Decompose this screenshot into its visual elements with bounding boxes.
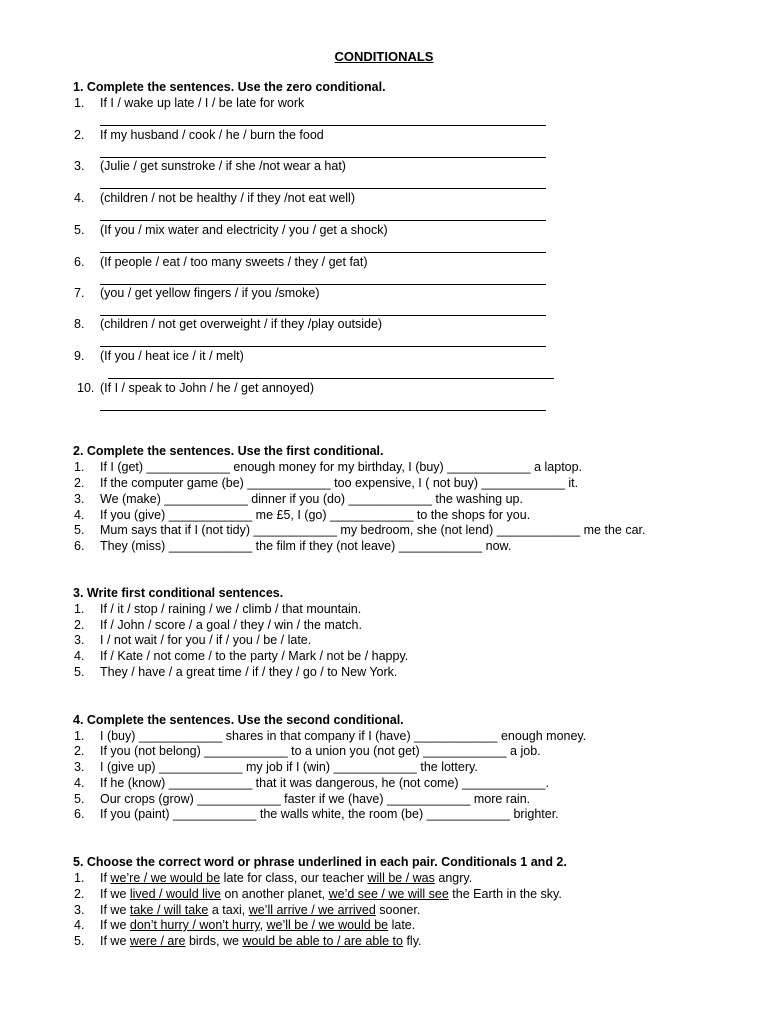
item-number: 1. bbox=[74, 871, 85, 885]
item-text: If / Kate / not come / to the party / Mark / not be / happy. bbox=[100, 649, 409, 663]
choice-pair-2: we’ll be / we would be bbox=[266, 918, 389, 932]
item-number: 3. bbox=[74, 633, 85, 647]
item-number: 5. bbox=[74, 792, 85, 806]
item-text: (Julie / get sunstroke / if she /not wear a hat) bbox=[100, 159, 346, 173]
item-text: If we bbox=[100, 918, 130, 932]
section-3-heading: 3. Write first conditional sentences. bbox=[73, 586, 284, 600]
s4-item-2 bbox=[74, 744, 541, 759]
item-number: 5. bbox=[74, 523, 85, 537]
s5-item-3 bbox=[74, 903, 420, 918]
item-text: (children / not be healthy / if they /not eat well) bbox=[100, 191, 355, 205]
section-4-heading: 4. Complete the sentences. Use the second conditional. bbox=[73, 713, 404, 727]
item-text: fly. bbox=[402, 934, 422, 948]
s1-answer-line-8 bbox=[100, 346, 546, 347]
s1-answer-line-5 bbox=[100, 252, 546, 253]
page-title: CONDITIONALS bbox=[334, 49, 434, 64]
item-number: 2. bbox=[74, 618, 85, 632]
item-text: If my husband / cook / he / burn the food bbox=[100, 128, 324, 142]
s1-answer-line-10 bbox=[100, 410, 546, 411]
item-text: angry. bbox=[434, 871, 473, 885]
item-number: 8. bbox=[74, 317, 85, 331]
item-text: the Earth in the sky. bbox=[448, 887, 562, 901]
section-5-heading: 5. Choose the correct word or phrase underlined in each pair. Conditionals 1 and 2. bbox=[73, 855, 567, 869]
item-number: 4. bbox=[74, 776, 85, 790]
item-text: late. bbox=[388, 918, 416, 932]
s1-item-10 bbox=[77, 381, 314, 396]
item-text: If / it / stop / raining / we / climb / that mountain. bbox=[100, 602, 362, 616]
s3-item-3 bbox=[74, 633, 311, 648]
item-number: 1. bbox=[74, 96, 85, 110]
item-number: 1. bbox=[74, 729, 85, 743]
item-text: late for class, our teacher bbox=[220, 871, 368, 885]
item-text: If he (know) ____________ that it was dangerous, he (not come) ____________. bbox=[100, 776, 549, 790]
item-text: If you (give) ____________ me £5, I (go) ____________ to the shops for you. bbox=[100, 508, 531, 522]
item-text: I / not wait / for you / if / you / be / late. bbox=[100, 633, 312, 647]
item-number: 3. bbox=[74, 903, 85, 917]
item-text: (If I / speak to John / he / get annoyed) bbox=[100, 381, 315, 395]
choice-pair-1: lived / would live bbox=[129, 887, 221, 901]
item-number: 7. bbox=[74, 286, 85, 300]
s1-item-8 bbox=[74, 317, 382, 332]
choice-pair-2: would be able to / are able to bbox=[242, 934, 403, 948]
s3-item-2 bbox=[74, 618, 362, 633]
item-text: (If people / eat / too many sweets / they / get fat) bbox=[100, 255, 368, 269]
choice-pair-1: don’t hurry / won’t hurry bbox=[129, 918, 260, 932]
item-text: (children / not get overweight / if they /play outside) bbox=[100, 317, 383, 331]
item-number: 5. bbox=[74, 665, 85, 679]
item-text: sooner. bbox=[375, 903, 421, 917]
item-number: 9. bbox=[74, 349, 85, 363]
s1-item-5 bbox=[74, 223, 388, 238]
item-number: 6. bbox=[74, 539, 85, 553]
item-text: If the computer game (be) ____________ too expensive, I ( not buy) ____________ it. bbox=[100, 476, 579, 490]
item-text: Mum says that if I (not tidy) ____________ my bedroom, she (not lend) ____________ me the car. bbox=[100, 523, 646, 537]
item-number: 2. bbox=[74, 887, 85, 901]
choice-pair-2: we’d see / we will see bbox=[328, 887, 449, 901]
s1-answer-line-6 bbox=[100, 284, 546, 285]
choice-pair-2: will be / was bbox=[367, 871, 435, 885]
section-1-heading: 1. Complete the sentences. Use the zero conditional. bbox=[73, 80, 386, 94]
s2-item-4 bbox=[74, 508, 530, 523]
s4-item-6 bbox=[74, 807, 559, 822]
item-number: 2. bbox=[74, 744, 85, 758]
s2-item-1 bbox=[74, 460, 582, 475]
item-number: 5. bbox=[74, 934, 85, 948]
s4-item-4 bbox=[74, 776, 549, 791]
item-number: 1. bbox=[74, 460, 85, 474]
item-number: 5. bbox=[74, 223, 85, 237]
s5-item-5 bbox=[74, 934, 422, 949]
s2-item-6 bbox=[74, 539, 511, 554]
item-text: They (miss) ____________ the film if they (not leave) ____________ now. bbox=[100, 539, 512, 553]
item-text: , bbox=[259, 918, 267, 932]
item-text: I (buy) ____________ shares in that company if I (have) ____________ enough money. bbox=[100, 729, 587, 743]
s1-answer-line-2 bbox=[100, 157, 546, 158]
item-text: If we bbox=[100, 887, 130, 901]
choice-pair-1: take / will take bbox=[129, 903, 209, 917]
s1-item-2 bbox=[74, 128, 324, 143]
s3-item-1 bbox=[74, 602, 361, 617]
item-number: 4. bbox=[74, 191, 85, 205]
item-text: If you (not belong) ____________ to a union you (not get) ____________ a job. bbox=[100, 744, 541, 758]
item-text: We (make) ____________ dinner if you (do) ____________ the washing up. bbox=[100, 492, 523, 506]
item-text: birds, we bbox=[185, 934, 243, 948]
s2-item-2 bbox=[74, 476, 578, 491]
item-number: 6. bbox=[74, 807, 85, 821]
s1-answer-line-4 bbox=[100, 220, 546, 221]
item-number: 6. bbox=[74, 255, 85, 269]
item-text: a taxi, bbox=[208, 903, 249, 917]
choice-pair-1: we’re / we would be bbox=[110, 871, 221, 885]
item-text: Our crops (grow) ____________ faster if we (have) ____________ more rain. bbox=[100, 792, 531, 806]
s5-item-1 bbox=[74, 871, 472, 886]
s1-answer-line-9 bbox=[108, 378, 554, 379]
item-text: If you (paint) ____________ the walls white, the room (be) ____________ brighter. bbox=[100, 807, 559, 821]
s4-item-1 bbox=[74, 729, 586, 744]
item-text: If bbox=[100, 871, 111, 885]
s5-item-4 bbox=[74, 918, 415, 933]
item-text: If we bbox=[100, 903, 130, 917]
item-text: If I / wake up late / I / be late for work bbox=[100, 96, 305, 110]
item-number: 3. bbox=[74, 760, 85, 774]
s4-item-3 bbox=[74, 760, 478, 775]
item-text: If we bbox=[100, 934, 130, 948]
section-2-heading: 2. Complete the sentences. Use the first conditional. bbox=[73, 444, 384, 458]
s4-item-5 bbox=[74, 792, 530, 807]
s3-item-5 bbox=[74, 665, 397, 680]
s2-item-5 bbox=[74, 523, 645, 538]
s3-item-4 bbox=[74, 649, 408, 664]
item-text: If / John / score / a goal / they / win / the match. bbox=[100, 618, 362, 632]
item-number: 10. bbox=[77, 381, 95, 395]
item-text: They / have / a great time / if / they / go / to New York. bbox=[100, 665, 398, 679]
item-text: If I (get) ____________ enough money for my birthday, I (buy) ____________ a laptop. bbox=[100, 460, 583, 474]
s2-item-3 bbox=[74, 492, 523, 507]
item-text: I (give up) ____________ my job if I (win) ____________ the lottery. bbox=[100, 760, 478, 774]
choice-pair-2: we’ll arrive / we arrived bbox=[248, 903, 376, 917]
item-number: 3. bbox=[74, 159, 85, 173]
item-number: 4. bbox=[74, 649, 85, 663]
s1-answer-line-3 bbox=[100, 188, 546, 189]
s1-answer-line-7 bbox=[100, 315, 546, 316]
s1-item-3 bbox=[74, 159, 346, 174]
choice-pair-1: were / are bbox=[129, 934, 186, 948]
item-number: 4. bbox=[74, 508, 85, 522]
s1-item-9 bbox=[74, 349, 244, 364]
item-text: (If you / mix water and electricity / you / get a shock) bbox=[100, 223, 388, 237]
item-text: (If you / heat ice / it / melt) bbox=[100, 349, 244, 363]
item-text: (you / get yellow fingers / if you /smoke) bbox=[100, 286, 320, 300]
s1-answer-line-1 bbox=[100, 125, 546, 126]
item-text: on another planet, bbox=[220, 887, 329, 901]
s1-item-4 bbox=[74, 191, 355, 206]
item-number: 3. bbox=[74, 492, 85, 506]
item-number: 2. bbox=[74, 476, 85, 490]
s1-item-1 bbox=[74, 96, 304, 111]
s1-item-6 bbox=[74, 255, 368, 270]
s5-item-2 bbox=[74, 887, 562, 902]
item-number: 2. bbox=[74, 128, 85, 142]
item-number: 4. bbox=[74, 918, 85, 932]
s1-item-7 bbox=[74, 286, 320, 301]
item-number: 1. bbox=[74, 602, 85, 616]
